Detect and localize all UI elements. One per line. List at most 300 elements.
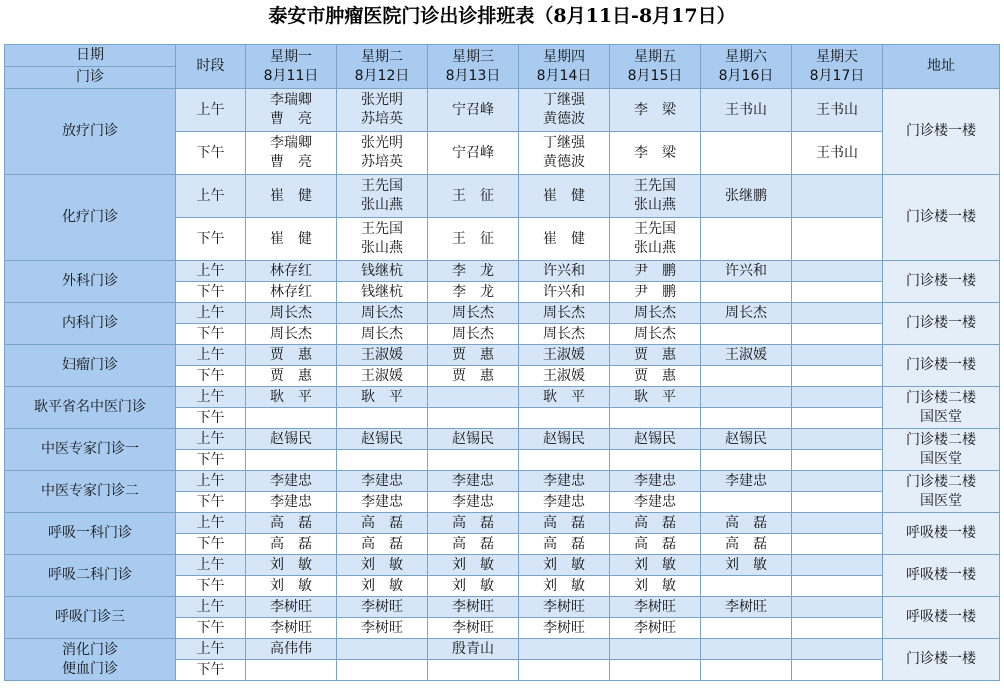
period-cell: 上午	[176, 345, 246, 366]
doctor-name: 李树旺	[270, 598, 312, 615]
doctor-name: 殷青山	[452, 640, 494, 657]
doctor-cell	[701, 429, 792, 450]
doctor-name: 李建忠	[725, 472, 767, 489]
doctor-name: 刘 敏	[361, 577, 403, 594]
weekday-label: 星期六	[725, 48, 767, 65]
doctor-name: 李瑞卿	[270, 92, 312, 108]
doctor-cell	[246, 132, 337, 175]
clinic-name-line: 耿平省名中医门诊	[34, 399, 146, 415]
doctor-cell	[337, 555, 428, 576]
doctor-cell	[428, 597, 519, 618]
doctor-cell	[428, 492, 519, 513]
doctor-cell	[337, 639, 428, 660]
day-header	[428, 45, 519, 89]
doctor-name: 李 龙	[452, 283, 494, 300]
doctor-cell	[246, 660, 337, 681]
doctor-cell	[246, 282, 337, 303]
doctor-cell	[428, 175, 519, 218]
doctor-name: 黄德波	[543, 111, 585, 127]
doctor-name: 苏培英	[361, 111, 403, 127]
doctor-cell	[610, 534, 701, 555]
date-label: 日期	[5, 45, 175, 67]
doctor-cell	[428, 534, 519, 555]
period-cell: 上午	[176, 387, 246, 408]
doctor-name: 高 磊	[725, 514, 767, 531]
address-line: 门诊楼二楼	[906, 473, 976, 490]
doctor-cell	[337, 408, 428, 429]
doctor-cell	[610, 597, 701, 618]
date-value: 8月14日	[536, 67, 592, 84]
doctor-cell	[246, 89, 337, 132]
clinic-label: 门诊	[76, 69, 104, 85]
doctor-name: 贾 惠	[634, 346, 676, 363]
period-cell: 下午	[176, 534, 246, 555]
address-line: 门诊楼一楼	[906, 315, 976, 331]
address-cell	[883, 345, 1000, 387]
doctor-cell	[246, 555, 337, 576]
doctor-name: 高 磊	[452, 514, 494, 531]
clinic-name-line: 化疗门诊	[62, 209, 118, 225]
address-line: 门诊楼一楼	[906, 209, 976, 225]
date-value: 8月15日	[627, 67, 683, 84]
address-line: 门诊楼一楼	[906, 357, 976, 373]
doctor-cell	[792, 450, 883, 471]
doctor-cell	[610, 450, 701, 471]
doctor-name: 李建忠	[452, 493, 494, 510]
doctor-cell	[701, 597, 792, 618]
doctor-cell	[792, 261, 883, 282]
table-row	[5, 429, 1000, 450]
doctor-cell	[519, 660, 610, 681]
doctor-name: 高 磊	[270, 514, 312, 531]
doctor-name: 周长杰	[725, 304, 767, 321]
doctor-name: 曹 亮	[270, 111, 312, 127]
doctor-name: 李建忠	[543, 493, 585, 510]
day-header	[337, 45, 428, 89]
doctor-cell	[337, 597, 428, 618]
doctor-name: 李树旺	[634, 619, 676, 636]
doctor-cell	[246, 429, 337, 450]
period-cell: 上午	[176, 303, 246, 324]
doctor-name: 尹 鹏	[634, 262, 676, 279]
period-cell: 上午	[176, 471, 246, 492]
doctor-name: 赵锡民	[543, 430, 585, 447]
doctor-name: 刘 敏	[361, 556, 403, 573]
doctor-cell	[792, 324, 883, 345]
doctor-name: 李建忠	[270, 472, 312, 489]
period-cell: 上午	[176, 175, 246, 218]
doctor-name: 李建忠	[452, 472, 494, 489]
clinic-name	[5, 597, 176, 639]
doctor-cell	[792, 132, 883, 175]
doctor-cell	[610, 408, 701, 429]
doctor-name: 贾 惠	[634, 367, 676, 384]
doctor-cell	[701, 218, 792, 261]
doctor-cell	[337, 450, 428, 471]
clinic-name	[5, 261, 176, 303]
period-cell: 下午	[176, 408, 246, 429]
clinic-name	[5, 513, 176, 555]
doctor-cell	[610, 513, 701, 534]
doctor-cell	[428, 345, 519, 366]
doctor-name: 王 征	[452, 187, 494, 204]
period-cell: 下午	[176, 660, 246, 681]
doctor-name: 赵锡民	[361, 430, 403, 447]
address-cell	[883, 261, 1000, 303]
doctor-cell	[246, 492, 337, 513]
doctor-name: 许兴和	[543, 262, 585, 279]
doctor-name: 耿 平	[270, 388, 312, 405]
address-cell	[883, 513, 1000, 555]
doctor-cell	[610, 618, 701, 639]
doctor-cell	[701, 576, 792, 597]
doctor-cell	[337, 261, 428, 282]
doctor-cell	[610, 132, 701, 175]
table-row	[5, 303, 1000, 324]
doctor-name: 高 磊	[361, 514, 403, 531]
doctor-cell	[246, 513, 337, 534]
doctor-name: 周长杰	[361, 304, 403, 321]
clinic-name	[5, 345, 176, 387]
doctor-cell	[792, 408, 883, 429]
doctor-cell	[337, 576, 428, 597]
doctor-cell	[610, 303, 701, 324]
weekday-label: 星期一	[270, 48, 312, 65]
doctor-cell	[610, 429, 701, 450]
doctor-cell	[610, 660, 701, 681]
doctor-name: 周长杰	[361, 325, 403, 342]
address-cell	[883, 555, 1000, 597]
doctor-name: 丁继强	[543, 92, 585, 108]
weekday-label: 星期三	[452, 48, 494, 65]
doctor-cell	[428, 303, 519, 324]
doctor-cell	[337, 513, 428, 534]
period-cell: 上午	[176, 89, 246, 132]
doctor-name: 曹 亮	[270, 154, 312, 170]
address-line: 门诊楼一楼	[906, 123, 976, 139]
doctor-cell	[701, 408, 792, 429]
doctor-name: 刘 敏	[725, 556, 767, 573]
doctor-name: 刘 敏	[634, 556, 676, 573]
doctor-name: 宁召峰	[452, 144, 494, 161]
doctor-cell	[610, 576, 701, 597]
doctor-name: 李建忠	[634, 493, 676, 510]
doctor-cell	[701, 660, 792, 681]
doctor-cell	[701, 513, 792, 534]
doctor-cell	[428, 576, 519, 597]
doctor-cell	[792, 282, 883, 303]
doctor-cell	[610, 492, 701, 513]
doctor-cell	[792, 492, 883, 513]
clinic-name-line: 中医专家门诊一	[41, 441, 139, 457]
weekday-label: 星期五	[634, 48, 676, 65]
doctor-cell	[519, 471, 610, 492]
doctor-cell	[246, 618, 337, 639]
doctor-name: 刘 敏	[270, 556, 312, 573]
day-header	[792, 45, 883, 89]
clinic-name	[5, 639, 176, 681]
doctor-cell	[337, 324, 428, 345]
doctor-cell	[792, 345, 883, 366]
doctor-cell	[792, 387, 883, 408]
doctor-name: 高 磊	[634, 535, 676, 552]
doctor-name: 李瑞卿	[270, 135, 312, 151]
address-cell	[883, 175, 1000, 261]
table-row	[5, 345, 1000, 366]
doctor-cell	[519, 132, 610, 175]
doctor-cell	[792, 471, 883, 492]
doctor-name: 宁召峰	[452, 101, 494, 118]
weekday-label: 星期二	[361, 48, 403, 65]
doctor-cell	[246, 639, 337, 660]
clinic-name-line: 外科门诊	[62, 273, 118, 289]
doctor-name: 耿 平	[634, 388, 676, 405]
doctor-cell	[701, 450, 792, 471]
doctor-name: 刘 敏	[543, 577, 585, 594]
doctor-cell	[519, 261, 610, 282]
doctor-cell	[337, 218, 428, 261]
doctor-cell	[519, 366, 610, 387]
table-row	[5, 261, 1000, 282]
period-cell: 下午	[176, 576, 246, 597]
doctor-cell	[246, 218, 337, 261]
doctor-name: 王淑媛	[543, 367, 585, 384]
clinic-name-line: 内科门诊	[62, 315, 118, 331]
doctor-name: 张光明	[361, 135, 403, 151]
doctor-cell	[792, 429, 883, 450]
doctor-name: 王先国	[361, 178, 403, 194]
doctor-name: 高 磊	[543, 535, 585, 552]
doctor-cell	[792, 660, 883, 681]
table-row	[5, 597, 1000, 618]
doctor-cell	[428, 429, 519, 450]
doctor-name: 钱继杭	[361, 283, 403, 300]
doctor-name: 李建忠	[270, 493, 312, 510]
doctor-name: 李建忠	[634, 472, 676, 489]
period-cell: 下午	[176, 324, 246, 345]
doctor-cell	[337, 618, 428, 639]
doctor-cell	[337, 492, 428, 513]
doctor-cell	[701, 492, 792, 513]
day-header	[246, 45, 337, 89]
doctor-name: 高 磊	[452, 535, 494, 552]
doctor-name: 刘 敏	[543, 556, 585, 573]
doctor-cell	[610, 175, 701, 218]
doctor-cell	[610, 282, 701, 303]
doctor-cell	[610, 555, 701, 576]
table-row	[5, 471, 1000, 492]
doctor-name: 林存红	[270, 283, 312, 300]
doctor-cell	[701, 639, 792, 660]
doctor-cell	[428, 450, 519, 471]
doctor-name: 许兴和	[725, 262, 767, 279]
doctor-name: 苏培英	[361, 154, 403, 170]
doctor-cell	[337, 303, 428, 324]
period-cell: 下午	[176, 218, 246, 261]
period-cell: 上午	[176, 261, 246, 282]
doctor-name: 崔 健	[270, 230, 312, 247]
day-header	[519, 45, 610, 89]
doctor-cell	[610, 366, 701, 387]
address-line: 国医堂	[920, 492, 962, 509]
address-line: 呼吸楼一楼	[906, 567, 976, 583]
doctor-cell	[428, 660, 519, 681]
doctor-name: 周长杰	[634, 304, 676, 321]
doctor-name: 周长杰	[270, 304, 312, 321]
doctor-cell	[519, 345, 610, 366]
doctor-name: 赵锡民	[725, 430, 767, 447]
doctor-cell	[519, 534, 610, 555]
doctor-name: 高 磊	[270, 535, 312, 552]
doctor-cell	[610, 387, 701, 408]
doctor-name: 高 磊	[361, 535, 403, 552]
doctor-name: 周长杰	[543, 325, 585, 342]
address-line: 国医堂	[920, 408, 962, 425]
doctor-cell	[701, 89, 792, 132]
clinic-name-line: 放疗门诊	[62, 123, 118, 139]
doctor-name: 李建忠	[361, 493, 403, 510]
doctor-cell	[246, 387, 337, 408]
doctor-name: 周长杰	[543, 304, 585, 321]
doctor-cell	[519, 89, 610, 132]
doctor-cell	[428, 639, 519, 660]
doctor-name: 贾 惠	[452, 367, 494, 384]
doctor-name: 刘 敏	[452, 556, 494, 573]
table-row	[5, 555, 1000, 576]
doctor-name: 刘 敏	[452, 577, 494, 594]
doctor-name: 高 磊	[725, 535, 767, 552]
doctor-cell	[610, 89, 701, 132]
doctor-cell	[428, 513, 519, 534]
address-cell	[883, 387, 1000, 429]
doctor-cell	[519, 429, 610, 450]
doctor-cell	[246, 450, 337, 471]
clinic-name	[5, 387, 176, 429]
address-cell	[883, 303, 1000, 345]
doctor-cell	[428, 408, 519, 429]
doctor-name: 刘 敏	[270, 577, 312, 594]
address-cell	[883, 639, 1000, 681]
doctor-cell	[428, 366, 519, 387]
clinic-name	[5, 429, 176, 471]
doctor-cell	[246, 324, 337, 345]
period-cell: 下午	[176, 492, 246, 513]
doctor-name: 李树旺	[361, 598, 403, 615]
doctor-cell	[337, 89, 428, 132]
doctor-cell	[519, 555, 610, 576]
doctor-name: 张山燕	[634, 197, 676, 213]
clinic-name-line: 便血门诊	[62, 660, 118, 677]
doctor-cell	[337, 660, 428, 681]
doctor-name: 王淑媛	[543, 346, 585, 363]
doctor-cell	[428, 261, 519, 282]
clinic-name-line: 中医专家门诊二	[41, 483, 139, 499]
doctor-cell	[792, 597, 883, 618]
doctor-name: 王淑媛	[361, 367, 403, 384]
clinic-name	[5, 471, 176, 513]
doctor-cell	[701, 132, 792, 175]
doctor-cell	[792, 555, 883, 576]
doctor-name: 张山燕	[361, 197, 403, 213]
doctor-name: 李树旺	[452, 619, 494, 636]
doctor-cell	[519, 576, 610, 597]
doctor-cell	[428, 282, 519, 303]
doctor-name: 王书山	[816, 101, 858, 118]
doctor-name: 耿 平	[361, 388, 403, 405]
weekday-label: 星期天	[816, 48, 858, 65]
doctor-cell	[792, 576, 883, 597]
doctor-name: 高 磊	[543, 514, 585, 531]
doctor-cell	[610, 471, 701, 492]
doctor-name: 贾 惠	[270, 367, 312, 384]
address-header: 地址	[883, 45, 1000, 89]
doctor-name: 崔 健	[543, 187, 585, 204]
address-line: 门诊楼一楼	[906, 273, 976, 289]
doctor-cell	[519, 175, 610, 218]
doctor-cell	[701, 345, 792, 366]
weekday-label: 星期四	[543, 48, 585, 65]
doctor-cell	[519, 218, 610, 261]
doctor-name: 王书山	[816, 144, 858, 161]
doctor-name: 李树旺	[543, 619, 585, 636]
doctor-cell	[792, 513, 883, 534]
doctor-cell	[792, 218, 883, 261]
doctor-cell	[701, 366, 792, 387]
doctor-cell	[246, 408, 337, 429]
clinic-name	[5, 175, 176, 261]
doctor-name: 王先国	[634, 221, 676, 237]
doctor-name: 王淑媛	[361, 346, 403, 363]
doctor-cell	[337, 366, 428, 387]
clinic-name-line: 呼吸一科门诊	[48, 525, 132, 541]
doctor-cell	[792, 175, 883, 218]
doctor-cell	[519, 597, 610, 618]
table-row	[5, 387, 1000, 408]
doctor-cell	[701, 387, 792, 408]
doctor-cell	[610, 218, 701, 261]
doctor-name: 李树旺	[543, 598, 585, 615]
address-line: 门诊楼一楼	[906, 651, 976, 667]
doctor-name: 李树旺	[725, 598, 767, 615]
doctor-cell	[519, 450, 610, 471]
doctor-name: 高伟伟	[270, 640, 312, 657]
doctor-name: 林存红	[270, 262, 312, 279]
table-row	[5, 175, 1000, 218]
doctor-cell	[337, 471, 428, 492]
period-cell: 下午	[176, 282, 246, 303]
address-cell	[883, 471, 1000, 513]
doctor-name: 周长杰	[452, 304, 494, 321]
doctor-cell	[246, 261, 337, 282]
doctor-cell	[246, 175, 337, 218]
date-value: 8月17日	[809, 67, 865, 84]
address-line: 国医堂	[920, 450, 962, 467]
doctor-name: 赵锡民	[634, 430, 676, 447]
doctor-name: 崔 健	[543, 230, 585, 247]
doctor-cell	[519, 639, 610, 660]
doctor-name: 张山燕	[361, 240, 403, 256]
doctor-cell	[792, 89, 883, 132]
doctor-cell	[428, 471, 519, 492]
doctor-cell	[428, 387, 519, 408]
date-value: 8月16日	[718, 67, 774, 84]
doctor-name: 丁继强	[543, 135, 585, 151]
doctor-name: 王先国	[634, 178, 676, 194]
doctor-name: 许兴和	[543, 283, 585, 300]
table-row	[5, 639, 1000, 660]
address-cell	[883, 597, 1000, 639]
doctor-name: 张山燕	[634, 240, 676, 256]
